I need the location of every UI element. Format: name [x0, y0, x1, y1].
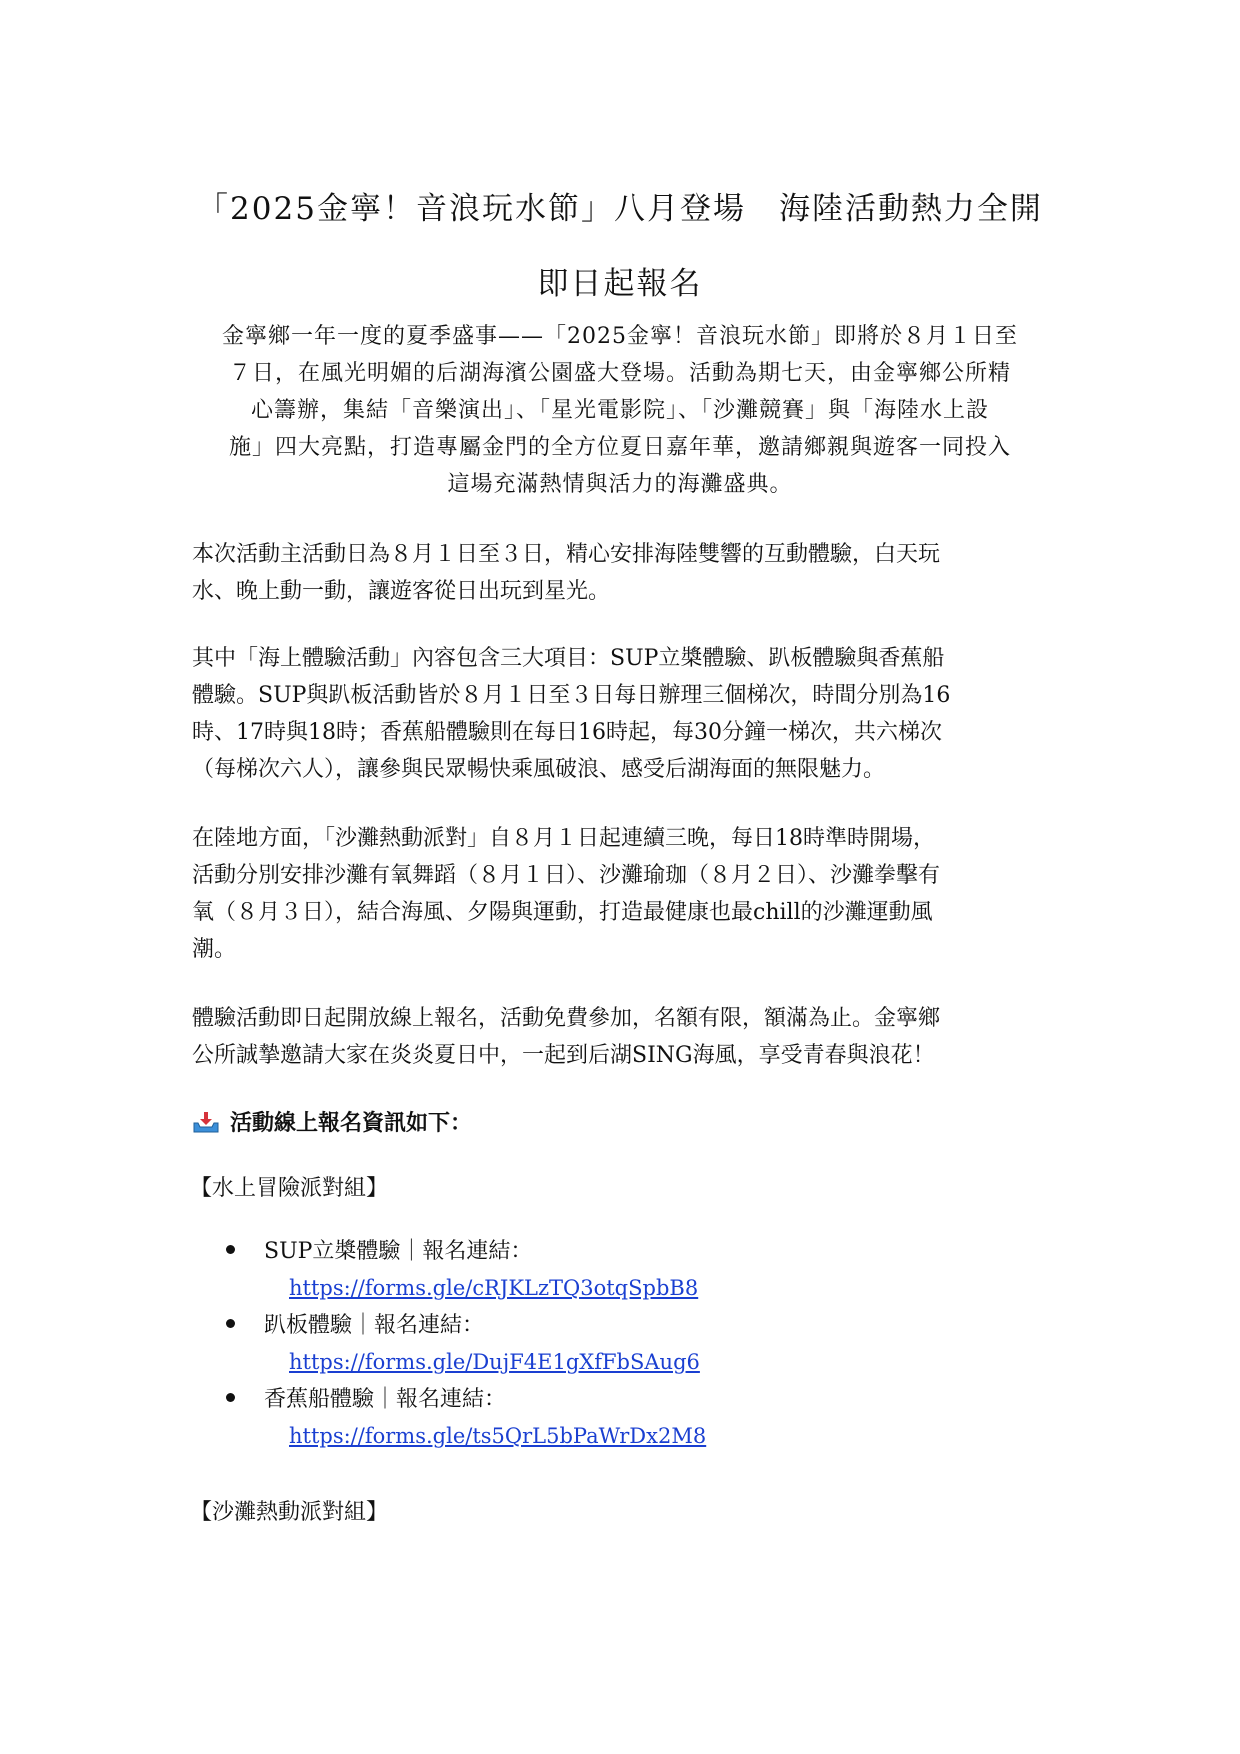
group-label-beach: 【沙灘熱動派對組】 [190, 1500, 389, 1525]
intro-line: 施」四大亮點，打造專屬金門的全方位夏日嘉年華，邀請鄉親與遊客一同投入 [228, 435, 1011, 460]
paragraph-line: 體驗。SUP與趴板活動皆於８月１日至３日每日辦理三個梯次，時間分別為16 [192, 683, 951, 708]
paragraph-sea-activities [192, 640, 1062, 788]
intro-paragraph [185, 318, 1055, 503]
paragraph-line: 體驗活動即日起開放線上報名，活動免費參加，名額有限，額滿為止。金寧鄉 [192, 1006, 941, 1031]
group-label-water: 【水上冒險派對組】 [190, 1176, 389, 1201]
registration-link-banana-boat[interactable]: https://forms.gle/ts5QrL5bPaWrDx2M8 [289, 1424, 707, 1448]
registration-link-sup[interactable]: https://forms.gle/cRJKLzTQ3otqSpbB8 [289, 1276, 699, 1300]
paragraph-line: 潮。 [192, 937, 237, 962]
paragraph-line: 時、17時與18時；香蕉船體驗則在每日16時起，每30分鐘一梯次，共六梯次 [192, 720, 942, 745]
paragraph-line: 其中「海上體驗活動」內容包含三大項目：SUP立槳體驗、趴板體驗與香蕉船 [192, 646, 945, 671]
title-line-1: 「2025金寧！音浪玩水節」八月登場 海陸活動熱力全開 [197, 191, 1043, 227]
intro-line: ７日，在風光明媚的后湖海濱公園盛大登場。活動為期七天，由金寧鄉公所精 [228, 361, 1011, 386]
paragraph-line: 水、晚上動一動，讓遊客從日出玩到星光。 [192, 579, 611, 604]
registration-heading-text: 活動線上報名資訊如下： [230, 1110, 473, 1136]
list-item [222, 1307, 706, 1381]
paragraph-line: 在陸地方面，「沙灘熱動派對」自８月１日起連續三晚，每日18時準時開場， [192, 826, 935, 851]
bullet-icon [226, 1319, 235, 1328]
bullet-icon [226, 1393, 235, 1402]
registration-list [222, 1233, 706, 1455]
paragraph-line: 公所誠摯邀請大家在炎炎夏日中，一起到后湖SING海風，享受青春與浪花！ [192, 1043, 935, 1068]
item-label-sup: SUP立槳體驗｜報名連結： [264, 1239, 533, 1264]
intro-line: 這場充滿熱情與活力的海灘盛典。 [447, 472, 793, 497]
bullet-icon [226, 1245, 235, 1254]
paragraph-line: 活動分別安排沙灘有氧舞蹈（８月１日）、沙灘瑜珈（８月２日）、沙灘拳擊有 [192, 863, 941, 888]
intro-line: 心籌辦，集結「音樂演出」、「星光電影院」、「沙灘競賽」與「海陸水上設 [250, 398, 989, 423]
paragraph-main-days [192, 536, 1062, 610]
item-label-bodyboard: 趴板體驗｜報名連結： [264, 1313, 485, 1338]
intro-line: 金寧鄉一年一度的夏季盛事——「2025金寧！音浪玩水節」即將於８月１日至 [222, 324, 1018, 349]
item-label-banana-boat: 香蕉船體驗｜報名連結： [264, 1387, 507, 1412]
registration-heading [192, 1106, 472, 1137]
paragraph-line: 本次活動主活動日為８月１日至３日，精心安排海陸雙響的互動體驗，白天玩 [192, 542, 941, 567]
list-item [222, 1233, 706, 1307]
paragraph-registration-info [192, 1000, 1062, 1074]
paragraph-beach-party [192, 820, 1062, 968]
title-line-2: 即日起報名 [537, 266, 703, 302]
registration-link-bodyboard[interactable]: https://forms.gle/DujF4E1gXfFbSAug6 [289, 1350, 700, 1374]
paragraph-line: （每梯次六人），讓參與民眾暢快乘風破浪、感受后湖海面的無限魅力。 [192, 757, 886, 782]
paragraph-line: 氧（８月３日），結合海風、夕陽與運動，打造最健康也最chill的沙灘運動風 [192, 900, 933, 925]
inbox-tray-icon [192, 1110, 220, 1134]
list-item [222, 1381, 706, 1455]
